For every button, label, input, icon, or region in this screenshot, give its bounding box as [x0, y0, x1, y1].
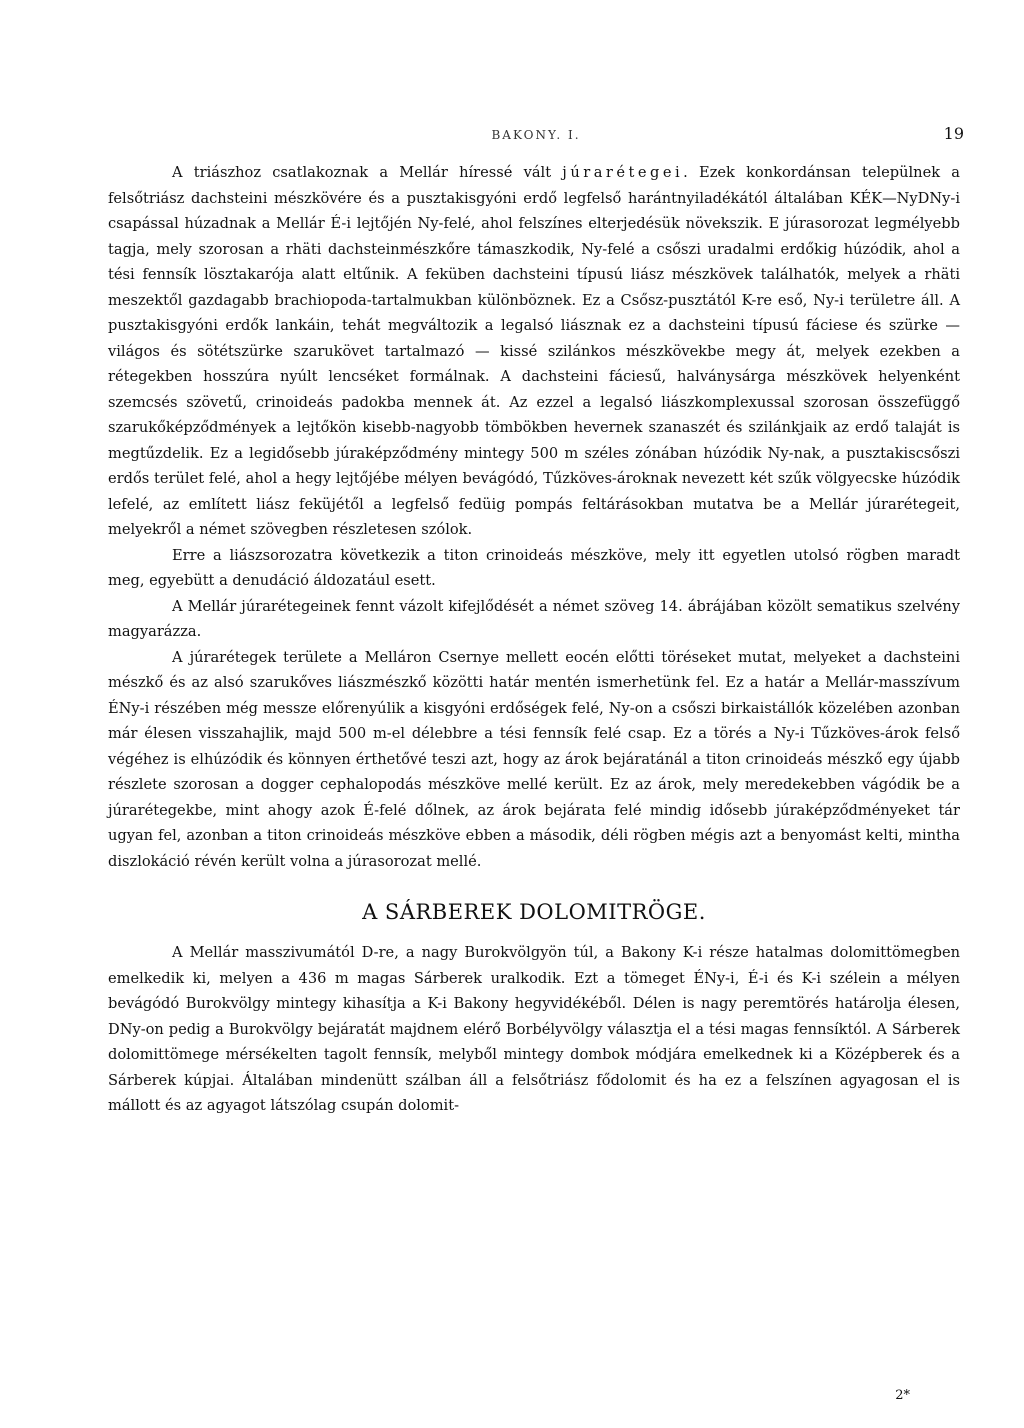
paragraph-text: . Ezek konkordánsan települnek a felsőtriász dachsteini mészkövére és a pusztakisgyóni erdő legfelső harántnyiladékától általában KÉK—NyDNy-i csapással húzadnak a Mellár É-i lejtőjén Ny-felé, ahol felszínes elterjedésük növekszik. E júrasorozat legmélyebb tagja, mely szorosan a rhäti dachsteinmészkőre támaszkodik, Ny-felé a csőszi uradalmi erdőkig húzódik, ahol a tési fennsík lösztakarója alatt eltűnik. A feküben dachsteini típusú liász mészkövek találhatók, melyek a rhäti meszektől gazdagabb brachiopoda-tartalmukban különböznek. Ez a Csősz-pusztától K-re eső, Ny-i területre áll. A pusztakisgyóni erdők lankáin, tehát megváltozik a legalsó liásznak ez a dachsteini típusú fáciese és szürke — világos és sötétszürke szarukövet tartalmazó — kissé szilánkos mészkövekbe megy át, melyek ezekben a rétegekben hosszúra nyúlt lencséket formálnak. A dachsteini fáciesű, halványsárga mészkövek helyenként szemcsés szövetű, crinoideás padokba mennek át. Az ezzel a legalsó liászkomplexussal szorosan összefüggő szarukőképződmények a lejtőkön kisebb-nagyobb tömbökben hevernek szanaszét és szilánkjaik az erdő talaját is megtűzdelik. Ez a legidősebb júraképződmény mintegy 500 m széles zónában húzódik Ny-nak, a pusztakiscsőszi erdős terület felé, ahol a hegy lejtőjébe mélyen bevágódó, Tűzköves-ároknak nevezett két szűk völgyecske húzódik lefelé, az említett liász feküjétől a legfelső fedüig pompás feltárásokban mutatva be a Mellár júrarétegeit, melyekről a német szövegben részletesen szólok. [108, 164, 960, 538]
paragraph: A Mellár masszivumától D-re, a nagy Burokvölgyön túl, a Bakony K-i része hatalmas dolomittömegben emelkedik ki, melyen a 436 m magas Sárberek uralkodik. Ezt a tömeget ÉNy-i, É-i és K-i szélein a mélyen bevágódó Burokvölgy mintegy kihasítja a K-i Bakony hegyvidékéből. Délen is nagy peremtörés határolja élesen, DNy-on pedig a Burokvölgy bejáratát majdnem elérő Borbélyvölgy választja el a tési magas fennsíktól. A Sárberek dolomittömege mérsékelten tagolt fennsík, melyből mintegy dombok módjára emelkednek ki a Középberek és a Sárberek kúpjai. Általában mindenütt szálban áll a felsőtriász fődolomit és ha ez a felszínen agyagosan el is mállott és az agyagot látszólag csupán dolomit- [108, 944, 960, 1114]
body-text [108, 160, 960, 1119]
page-header [108, 124, 964, 152]
paragraph-text: A triászhoz csatlakoznak a Mellár híressé vált [172, 164, 563, 181]
signature-mark: 2* [895, 1388, 910, 1403]
paragraph: Erre a liászsorozatra következik a titon crinoideás mészköve, mely itt egyetlen utolsó rögben maradt meg, egyebütt a denudáció áldozatául esett. [108, 546, 960, 589]
paragraph: A Mellár júrarétegeinek fennt vázolt kifejlődését a német szöveg 14. ábrájában közölt sematikus szelvény magyarázza. [108, 597, 960, 640]
page-number: 19 [943, 124, 964, 143]
running-head: BAKONY. I. [491, 128, 581, 142]
spaced-term: júrarétegei [562, 164, 684, 181]
section-title: A SÁRBEREK DOLOMITRÖGE. [362, 900, 706, 924]
paragraph: A júrarétegek területe a Melláron Csernye mellett eocén előtti töréseket mutat, melyeket a dachsteini mészkő és az alsó szarukőves liászmészkő közötti határ mentén ismerhetünk fel. Ez a határ a Mellár-masszívum ÉNy-i részében még messze előrenyúlik a kisgyóni erdőségek felé, Ny-on a csőszi birkaistállók közelében azonban már élesen visszahajlik, majd 500 m-el délebbre a tési fennsík felé csap. Ez a törés a Ny-i Tűzköves-árok felső végéhez is elhúzódik és könnyen érthetővé teszi azt, hogy az árok bejáratánál a titon crinoideás mészkő egy újabb részlete szorosan a dogger cephalopodás mészköve mellé került. Ez az árok, mely meredekebben vágódik be a júrarétegekbe, mint ahogy azok É-felé dőlnek, az árok bejárata felé mindig idősebb júraképződményeket tár ugyan fel, azonban a titon crinoideás mészköve ebben a második, déli rögben mégis azt a benyomást kelti, mintha diszlokáció révén került volna a júrasorozat mellé. [108, 648, 960, 870]
paragraph [108, 160, 960, 543]
